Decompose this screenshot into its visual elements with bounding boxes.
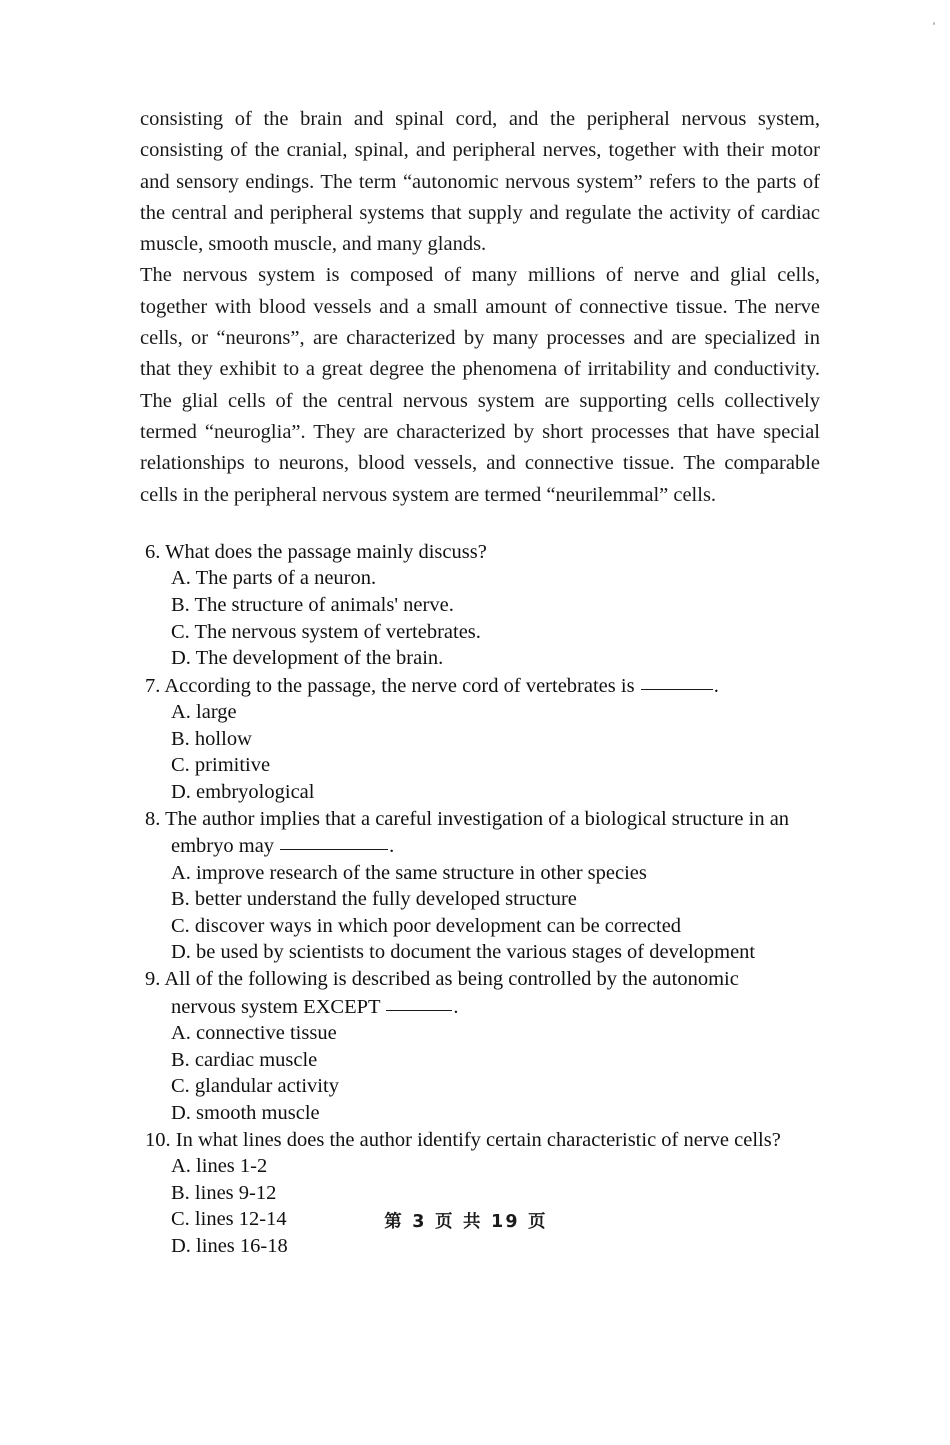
question-number-7: 7. [145, 674, 161, 697]
option-6-a[interactable]: A. The parts of a neuron. [171, 567, 377, 590]
question-number-6: 6. [145, 540, 161, 563]
question-text-7: According to the passage, the nerve cord of vertebrates is [164, 674, 635, 697]
option-6-c[interactable]: C. The nervous system of vertebrates. [171, 620, 481, 643]
option-8-c[interactable]: C. discover ways in which poor development can be corrected [171, 914, 682, 937]
question-stem-6 [145, 539, 820, 566]
page-content [140, 104, 820, 1259]
question-item-10 [140, 1127, 820, 1260]
question-number-8: 8. [145, 807, 161, 830]
option-9-d[interactable]: D. smooth muscle [171, 1101, 320, 1124]
question-stem-10 [145, 1127, 820, 1154]
option-8-b[interactable]: B. better understand the fully developed structure [171, 888, 577, 911]
scan-speck [933, 22, 935, 25]
question-stem-7 [145, 672, 820, 699]
option-6-d[interactable]: D. The development of the brain. [171, 647, 444, 670]
passage-paragraph-1: consisting of the brain and spinal cord, and the peripheral nervous system, consisting of the cranial, spinal, and peripheral nerves, together with their motor and sensory endings. The term “autonomic nervous system” refers to the parts of the central and peripheral systems that supply and regulate the activity of cardiac muscle, smooth muscle, and many glands. [140, 108, 820, 256]
option-10-b[interactable]: B. lines 9-12 [171, 1181, 277, 1204]
page-footer [0, 1208, 950, 1233]
question-text-8: The author implies that a careful investigation of a biological structure in an [165, 807, 790, 830]
option-8-a[interactable]: A. improve research of the same structure in other species [171, 861, 647, 884]
question-item-9 [140, 966, 820, 1126]
question-list [140, 539, 820, 1260]
question-item-6 [140, 539, 820, 672]
option-10-c[interactable]: C. lines 12-14 [171, 1208, 287, 1231]
answer-blank-7[interactable] [641, 670, 713, 690]
option-9-b[interactable]: B. cardiac muscle [171, 1048, 318, 1071]
question-tail-7: . [713, 674, 719, 697]
option-10-d[interactable]: D. lines 16-18 [171, 1234, 288, 1257]
question-tail-9: . [453, 995, 459, 1018]
option-9-c[interactable]: C. glandular activity [171, 1075, 339, 1098]
question-number-9: 9. [145, 968, 161, 991]
question-item-7 [140, 672, 820, 806]
question-item-8 [140, 806, 820, 966]
option-6-b[interactable]: B. The structure of animals' nerve. [171, 594, 454, 617]
option-7-b[interactable]: B. hollow [171, 727, 252, 750]
question-stem-9-line2 [171, 993, 820, 1020]
question-stem-9 [145, 966, 820, 993]
answer-blank-8[interactable] [280, 830, 388, 850]
passage-paragraph-2: The nervous system is composed of many millions of nerve and glial cells, together with blood vessels and a small amount of connective tissue. The nerve cells, or “neurons”, are characterized by many processes and are specialized in that they exhibit to a great degree the phenomena of irritability and conductivity. The glial cells of the central nervous system are supporting cells collectively termed “neuroglia”. They are characterized by short processes that have special relationships to neurons, blood vessels, and connective tissue. The comparable cells in the peripheral nervous system are termed “neurilemmal” cells. [140, 264, 820, 506]
option-7-a[interactable]: A. large [171, 701, 237, 724]
question-tail-8: . [389, 835, 395, 858]
answer-blank-9[interactable] [386, 991, 452, 1011]
question-number-10: 10. [145, 1128, 171, 1151]
option-7-c[interactable]: C. primitive [171, 754, 271, 777]
option-10-a[interactable]: A. lines 1-2 [171, 1155, 268, 1178]
question-stem-8-line2 [171, 832, 820, 859]
question-text-8-continued: embryo may [171, 835, 275, 858]
option-9-a[interactable]: A. connective tissue [171, 1022, 337, 1045]
page-number-label: 第 3 页 共 19 页 [384, 1212, 548, 1232]
question-text-9-continued: nervous system EXCEPT [171, 995, 381, 1018]
option-7-d[interactable]: D. embryological [171, 781, 315, 804]
question-text-10: In what lines does the author identify certain characteristic of nerve cells? [175, 1128, 781, 1151]
question-stem-8 [145, 806, 820, 833]
option-8-d[interactable]: D. be used by scientists to document the various stages of development [171, 941, 756, 964]
question-text-9: All of the following is described as being controlled by the autonomic [164, 968, 739, 991]
question-text-6: What does the passage mainly discuss? [165, 540, 487, 563]
